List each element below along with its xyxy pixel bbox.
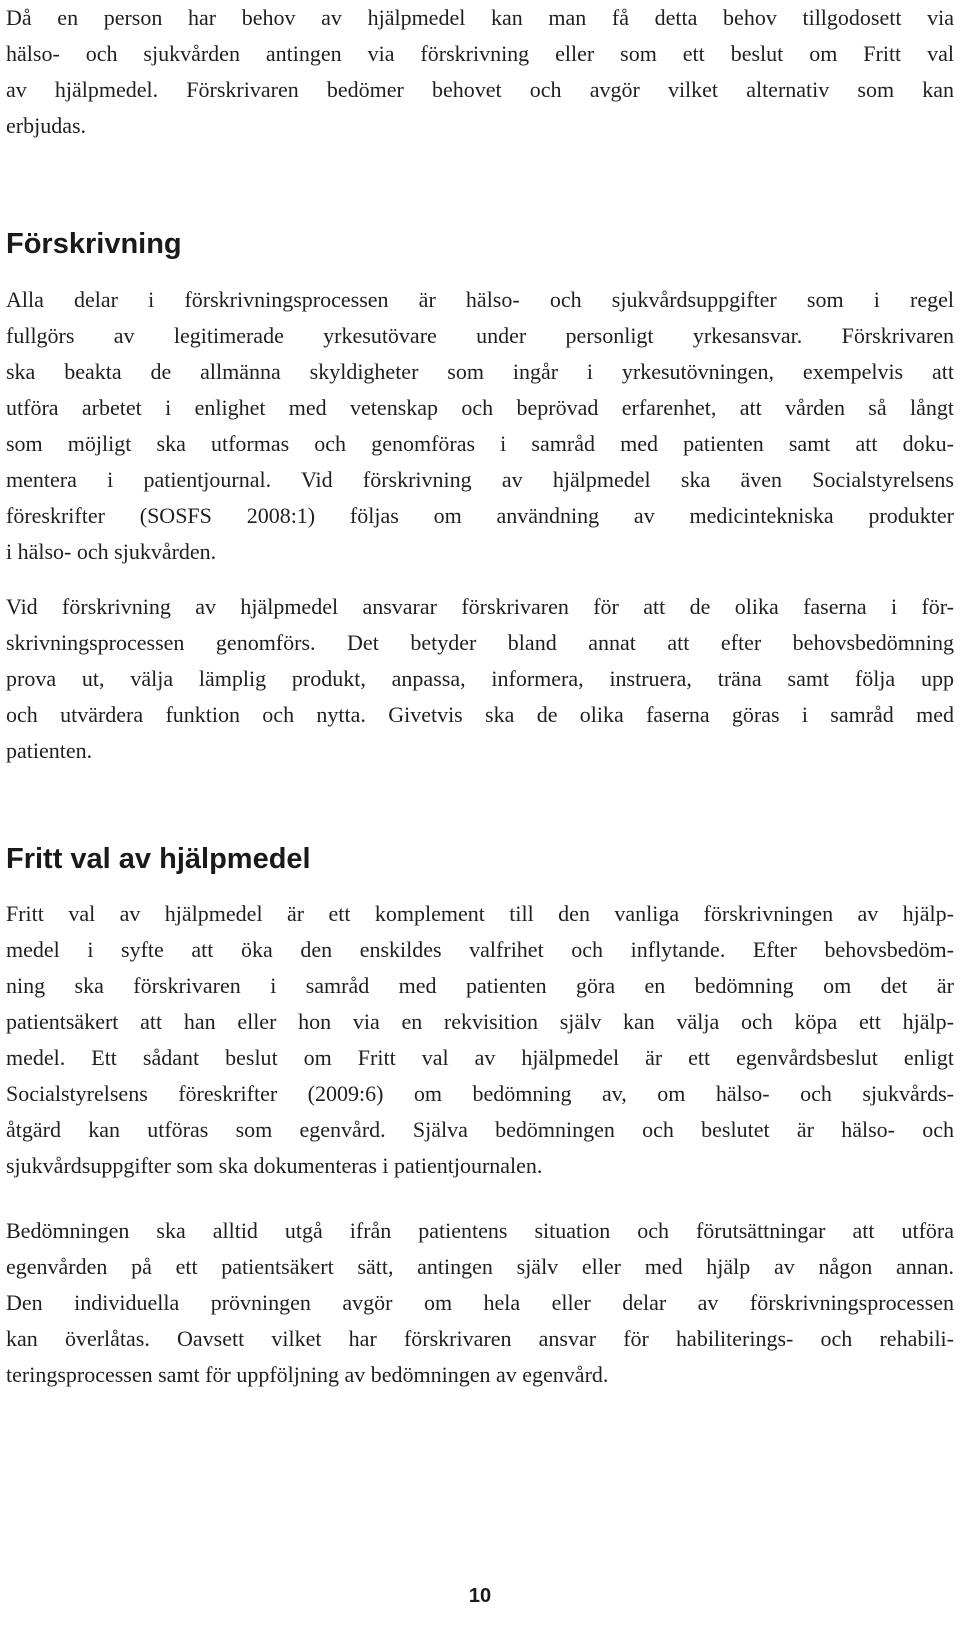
page-number: 10 xyxy=(468,1585,492,1607)
text-line: som möjligt ska utformas och genomföras i samråd med patienten samt att doku- xyxy=(6,431,954,456)
text-line: Då en person har behov av hjälpmedel kan man få detta behov tillgodosett via xyxy=(6,5,954,30)
intro-paragraph xyxy=(6,0,954,144)
text-line: mentera i patientjournal. Vid förskrivning av hjälpmedel ska även Socialstyrelsens xyxy=(6,467,954,492)
section-heading-fritt-val: Fritt val av hjälpmedel xyxy=(6,843,311,875)
text-line: hälso- och sjukvården antingen via förskrivning eller som ett beslut om Fritt val xyxy=(6,41,954,66)
text-line: Socialstyrelsens föreskrifter (2009:6) om bedömning av, om hälso- och sjukvårds- xyxy=(6,1081,954,1106)
text-line: sjukvårdsuppgifter som ska dokumenteras i patientjournalen. xyxy=(6,1153,543,1178)
text-line: erbjudas. xyxy=(6,113,87,138)
text-line: och utvärdera funktion och nytta. Givetvis ska de olika faserna göras i samråd med xyxy=(6,702,954,727)
text-line: i hälso- och sjukvården. xyxy=(6,539,217,564)
fritt-val-paragraph-2 xyxy=(6,1213,954,1393)
text-line: patientsäkert att han eller hon via en rekvisition själv kan välja och köpa ett hjälp- xyxy=(6,1009,954,1034)
text-line: Alla delar i förskrivningsprocessen är hälso- och sjukvårdsuppgifter som i regel xyxy=(6,287,954,312)
text-line: ska beakta de allmänna skyldigheter som ingår i yrkesutövningen, exempelvis att xyxy=(6,359,954,384)
text-line: av hjälpmedel. Förskrivaren bedömer behovet och avgör vilket alternativ som kan xyxy=(6,77,954,102)
text-line: Den individuella prövningen avgör om hela eller delar av förskrivningsprocessen xyxy=(6,1290,954,1315)
text-line: medel. Ett sådant beslut om Fritt val av hjälpmedel är ett egenvårdsbeslut enligt xyxy=(6,1045,954,1070)
forskrivning-paragraph-1 xyxy=(6,282,954,570)
forskrivning-paragraph-2 xyxy=(6,589,954,769)
text-line: teringsprocessen samt för uppföljning av bedömningen av egenvård. xyxy=(6,1362,609,1387)
text-line: patienten. xyxy=(6,738,93,763)
text-line: Fritt val av hjälpmedel är ett komplement till den vanliga förskrivningen av hjälp- xyxy=(6,901,954,926)
text-line: kan överlåtas. Oavsett vilket har förskrivaren ansvar för habiliterings- och rehabili- xyxy=(6,1326,954,1351)
document-page xyxy=(6,0,954,1633)
text-line: prova ut, välja lämplig produkt, anpassa, informera, instruera, träna samt följa upp xyxy=(6,666,954,691)
fritt-val-paragraph-1 xyxy=(6,896,954,1184)
text-line: skrivningsprocessen genomförs. Det betyder bland annat att efter behovsbedömning xyxy=(6,630,954,655)
text-line: medel i syfte att öka den enskildes valfrihet och inflytande. Efter behovsbedöm- xyxy=(6,937,954,962)
text-line: fullgörs av legitimerade yrkesutövare under personligt yrkesansvar. Förskrivaren xyxy=(6,323,954,348)
text-line: Vid förskrivning av hjälpmedel ansvarar förskrivaren för att de olika faserna i för- xyxy=(6,594,954,619)
text-line: ning ska förskrivaren i samråd med patienten göra en bedömning om det är xyxy=(6,973,954,998)
text-line: åtgärd kan utföras som egenvård. Själva bedömningen och beslutet är hälso- och xyxy=(6,1117,954,1142)
text-line: utföra arbetet i enlighet med vetenskap och beprövad erfarenhet, att vården så långt xyxy=(6,395,954,420)
text-line: egenvården på ett patientsäkert sätt, antingen själv eller med hjälp av någon annan. xyxy=(6,1254,954,1279)
text-line: föreskrifter (SOSFS 2008:1) följas om användning av medicintekniska produkter xyxy=(6,503,954,528)
text-line: Bedömningen ska alltid utgå ifrån patientens situation och förutsättningar att utföra xyxy=(6,1218,954,1243)
section-heading-forskrivning: Förskrivning xyxy=(6,228,182,260)
